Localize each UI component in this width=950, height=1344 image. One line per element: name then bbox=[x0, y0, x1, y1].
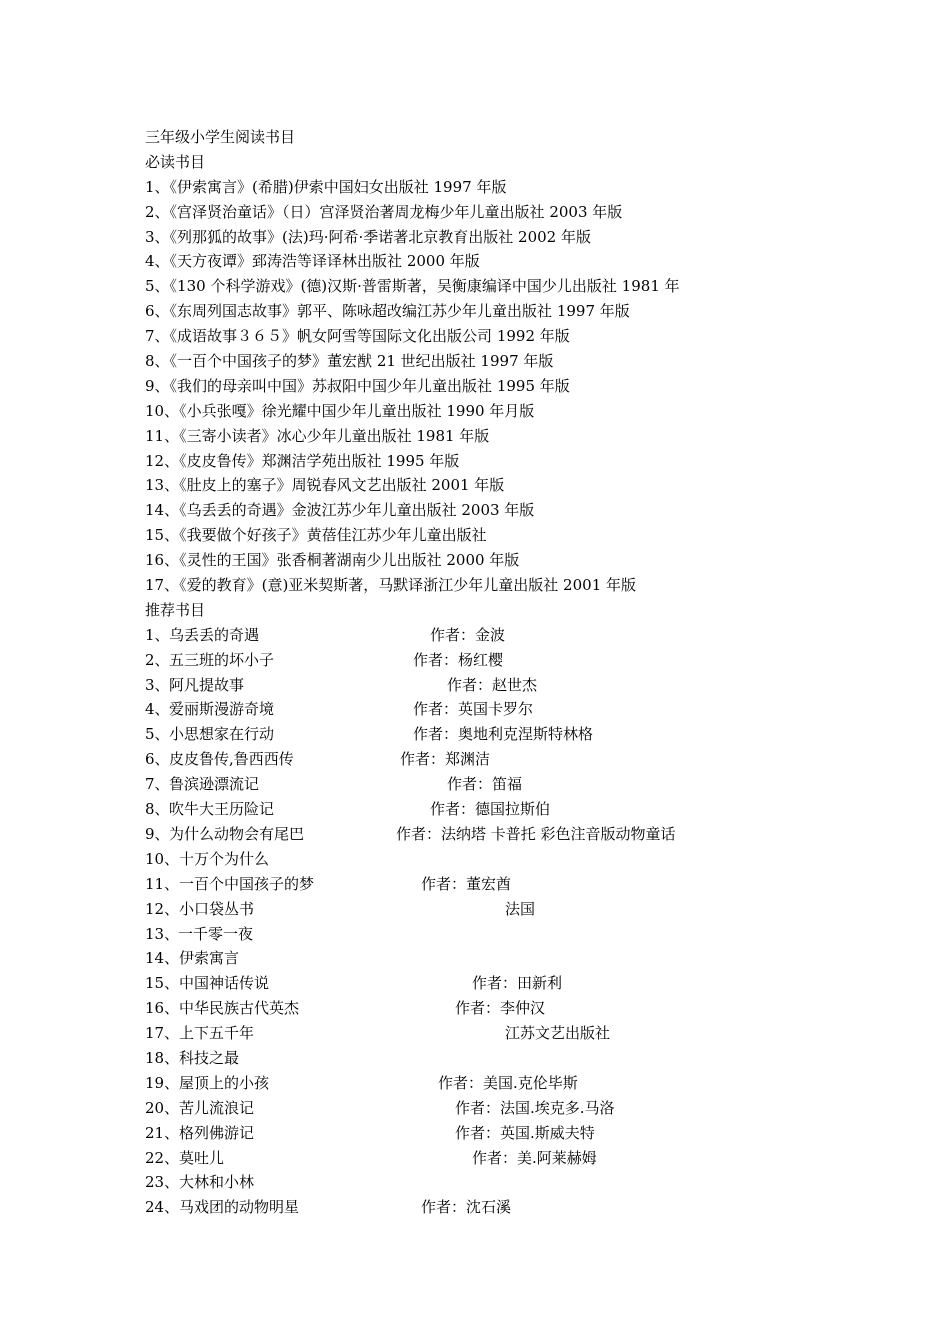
item-number: 17、 bbox=[145, 1024, 180, 1043]
book-title: 十万个为什么 bbox=[179, 849, 270, 868]
book-title: 一百个中国孩子的梦 bbox=[179, 874, 315, 893]
book-title: 格列佛游记 bbox=[179, 1123, 255, 1142]
item-number: 14、 bbox=[145, 949, 180, 968]
book-title: 一千零一夜 bbox=[178, 924, 254, 943]
item-number: 8、 bbox=[145, 800, 170, 819]
recommended-item bbox=[145, 697, 925, 722]
required-item: 17、《爱的教育》(意)亚米契斯著，马默译浙江少年儿童出版社 2001 年版 bbox=[145, 576, 637, 595]
item-number: 21、 bbox=[145, 1123, 180, 1142]
item-number: 5、 bbox=[145, 725, 170, 744]
item-number: 10、 bbox=[145, 849, 180, 868]
book-author: 作者：田新利 bbox=[472, 974, 563, 993]
recommended-item bbox=[145, 971, 925, 996]
item-number: 6、 bbox=[145, 750, 170, 769]
item-number: 1、 bbox=[145, 625, 170, 644]
document-body bbox=[145, 125, 925, 1220]
item-number: 18、 bbox=[145, 1048, 180, 1067]
required-item: 6、《东周列国志故事》郭平、陈咏超改编江苏少年儿童出版社 1997 年版 bbox=[145, 302, 630, 321]
recommended-item bbox=[145, 996, 925, 1021]
book-author: 作者：郑渊洁 bbox=[400, 750, 491, 769]
required-item: 8、《一百个中国孩子的梦》董宏猷 21 世纪出版社 1997 年版 bbox=[145, 352, 554, 371]
book-title: 苦儿流浪记 bbox=[179, 1098, 255, 1117]
item-number: 11、 bbox=[145, 874, 180, 893]
recommended-item bbox=[145, 1021, 925, 1046]
item-number: 4、 bbox=[145, 700, 170, 719]
book-title: 中国神话传说 bbox=[179, 974, 270, 993]
book-title: 伊索寓言 bbox=[179, 949, 240, 968]
book-author: 作者：董宏酋 bbox=[421, 874, 512, 893]
required-item: 12、《皮皮鲁传》郑渊洁学苑出版社 1995 年版 bbox=[145, 451, 460, 470]
book-title: 中华民族古代英杰 bbox=[179, 999, 300, 1018]
required-item: 14、《乌丢丢的奇遇》金波江苏少年儿童出版社 2003 年版 bbox=[145, 501, 535, 520]
book-title: 阿凡提故事 bbox=[169, 675, 245, 694]
recommended-item bbox=[145, 1046, 925, 1071]
document-title: 三年级小学生阅读书目 bbox=[145, 128, 296, 146]
book-author: 作者：英国卡罗尔 bbox=[413, 700, 534, 719]
item-number: 13、 bbox=[145, 924, 180, 943]
book-author: 作者：英国.斯威夫特 bbox=[455, 1123, 595, 1142]
recommended-item bbox=[145, 847, 925, 872]
book-title: 大林和小林 bbox=[179, 1173, 255, 1192]
item-number: 15、 bbox=[145, 974, 180, 993]
item-number: 9、 bbox=[145, 824, 170, 843]
recommended-item bbox=[145, 1146, 925, 1171]
item-number: 7、 bbox=[145, 775, 170, 794]
required-item: 15、《我要做个好孩子》黄蓓佳江苏少年儿童出版社 bbox=[145, 526, 487, 545]
recommended-item bbox=[145, 897, 925, 922]
item-number: 23、 bbox=[145, 1173, 180, 1192]
recommended-item bbox=[145, 1195, 925, 1220]
book-author: 法国 bbox=[505, 899, 536, 918]
recommended-item bbox=[145, 722, 925, 747]
required-item: 7、《成语故事３６５》帆女阿雪等国际文化出版公司 1992 年版 bbox=[145, 327, 570, 346]
book-author: 作者：法国.埃克多.马洛 bbox=[455, 1098, 615, 1117]
required-item: 13、《肚皮上的塞子》周锐春风文艺出版社 2001 年版 bbox=[145, 476, 505, 495]
recommended-heading: 推荐书目 bbox=[145, 600, 206, 619]
required-item: 11、《三寄小读者》冰心少年儿童出版社 1981 年版 bbox=[145, 426, 490, 445]
required-item: 4、《天方夜谭》郅涛浩等译译林出版社 2000 年版 bbox=[145, 252, 480, 271]
book-author: 作者：赵世杰 bbox=[447, 675, 538, 694]
book-title: 屋顶上的小孩 bbox=[179, 1073, 270, 1092]
recommended-item bbox=[145, 1170, 925, 1195]
required-item: 1、《伊索寓言》(希腊)伊索中国妇女出版社 1997 年版 bbox=[145, 177, 507, 196]
book-title: 小思想家在行动 bbox=[169, 725, 275, 744]
required-item: 5、《130 个科学游戏》(德)汉斯·普雷斯著，吴衡康编译中国少儿出版社 1981 年 bbox=[145, 277, 680, 296]
recommended-item bbox=[145, 797, 925, 822]
book-title: 吹牛大王历险记 bbox=[169, 800, 275, 819]
required-item: 2、《宫泽贤治童话》（日）宫泽贤治著周龙梅少年儿童出版社 2003 年版 bbox=[145, 202, 623, 221]
book-title: 科技之最 bbox=[179, 1048, 240, 1067]
recommended-item bbox=[145, 747, 925, 772]
book-title: 乌丢丢的奇遇 bbox=[169, 625, 260, 644]
book-title: 爱丽斯漫游奇境 bbox=[169, 700, 275, 719]
required-heading: 必读书目 bbox=[145, 152, 206, 171]
recommended-item bbox=[145, 772, 925, 797]
recommended-item bbox=[145, 1071, 925, 1096]
item-number: 24、 bbox=[145, 1198, 180, 1217]
item-number: 2、 bbox=[145, 650, 170, 669]
recommended-item bbox=[145, 872, 925, 897]
recommended-item bbox=[145, 922, 925, 947]
item-number: 16、 bbox=[145, 999, 180, 1018]
item-number: 20、 bbox=[145, 1098, 180, 1117]
book-author: 作者：笛福 bbox=[447, 775, 523, 794]
book-author: 作者：奥地利克涅斯特林格 bbox=[413, 725, 594, 744]
item-number: 19、 bbox=[145, 1073, 180, 1092]
item-number: 22、 bbox=[145, 1148, 180, 1167]
book-author: 作者：沈石溪 bbox=[421, 1198, 512, 1217]
required-item: 3、《列那狐的故事》(法)玛·阿希·季诺著北京教育出版社 2002 年版 bbox=[145, 227, 591, 246]
book-author: 作者：美国.克伦毕斯 bbox=[438, 1073, 578, 1092]
recommended-item bbox=[145, 673, 925, 698]
book-title: 莫吐儿 bbox=[179, 1148, 225, 1167]
book-title: 小口袋丛书 bbox=[179, 899, 255, 918]
book-title: 为什么动物会有尾巴 bbox=[169, 824, 305, 843]
required-item: 10、《小兵张嘎》徐光耀中国少年儿童出版社 1990 年月版 bbox=[145, 401, 535, 420]
recommended-item bbox=[145, 946, 925, 971]
required-item: 16、《灵性的王国》张香桐著湖南少儿出版社 2000 年版 bbox=[145, 551, 520, 570]
recommended-item bbox=[145, 648, 925, 673]
book-author: 作者：美.阿莱赫姆 bbox=[472, 1148, 597, 1167]
recommended-item bbox=[145, 1121, 925, 1146]
recommended-item bbox=[145, 822, 925, 847]
required-item: 9、《我们的母亲叫中国》苏叔阳中国少年儿童出版社 1995 年版 bbox=[145, 376, 570, 395]
book-author: 江苏文艺出版社 bbox=[505, 1024, 611, 1043]
recommended-item bbox=[145, 1096, 925, 1121]
book-title: 马戏团的动物明星 bbox=[179, 1198, 300, 1217]
item-number: 3、 bbox=[145, 675, 170, 694]
item-number: 12、 bbox=[145, 899, 180, 918]
book-title: 上下五千年 bbox=[179, 1024, 255, 1043]
book-author: 作者：杨红樱 bbox=[413, 650, 504, 669]
book-title: 五三班的坏小子 bbox=[169, 650, 275, 669]
book-author: 作者：法纳塔 卡普托 彩色注音版动物童话 bbox=[396, 824, 676, 843]
book-author: 作者：德国拉斯伯 bbox=[430, 800, 551, 819]
book-author: 作者：李仲汉 bbox=[455, 999, 546, 1018]
book-title: 鲁滨逊漂流记 bbox=[169, 775, 260, 794]
recommended-item bbox=[145, 623, 925, 648]
book-author: 作者：金波 bbox=[430, 625, 506, 644]
book-title: 皮皮鲁传,鲁西西传 bbox=[169, 750, 294, 769]
